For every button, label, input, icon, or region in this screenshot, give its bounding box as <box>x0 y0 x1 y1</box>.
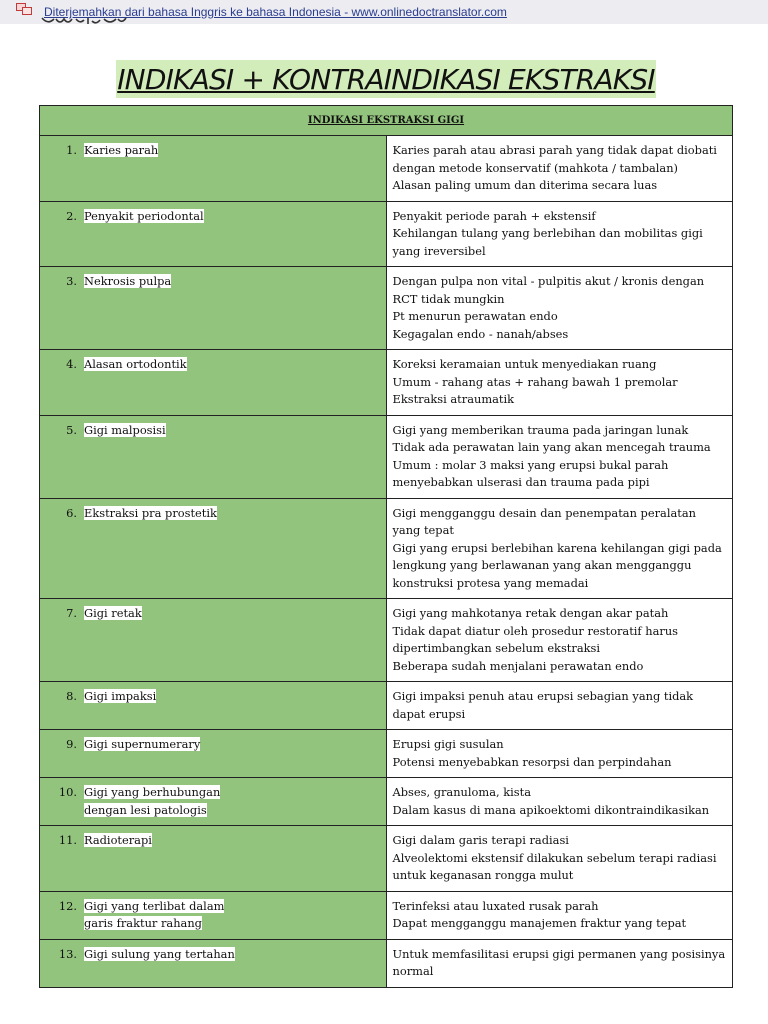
translator-link[interactable]: Diterjemahkan dari bahasa Inggris ke bahasa Indonesia - www.onlinedoctranslator.com <box>44 5 507 19</box>
item-number: 4. <box>66 357 77 371</box>
table-body <box>40 136 733 988</box>
description-cell <box>386 415 733 498</box>
description-line: Tidak dapat diatur oleh prosedur restoratif harus dipertimbangkan sebelum ekstraksi <box>392 623 679 655</box>
description-line: Koreksi keramaian untuk menyediakan ruang <box>392 357 657 371</box>
translate-icon <box>16 3 32 15</box>
description-cell <box>386 498 733 599</box>
description-line: Erupsi gigi susulan <box>392 737 504 751</box>
indication-label: Penyakit periodontal <box>84 208 204 223</box>
item-number: 8. <box>66 689 77 703</box>
description-line: Dapat mengganggu manajemen fraktur yang tepat <box>392 916 687 930</box>
table-header <box>40 106 733 136</box>
table-row <box>40 778 733 826</box>
description-cell <box>386 730 733 778</box>
item-number: 7. <box>66 606 77 620</box>
indication-cell <box>40 201 387 267</box>
description-cell <box>386 267 733 350</box>
indication-label: Gigi yang berhubungan dengan lesi patologis <box>84 785 221 817</box>
table-row <box>40 826 733 892</box>
item-number: 11. <box>58 833 77 847</box>
description-line: Beberapa sudah menjalani perawatan endo <box>392 658 644 673</box>
table-row <box>40 730 733 778</box>
table-row <box>40 599 733 682</box>
table-row <box>40 136 733 202</box>
description-line: Tidak ada perawatan lain yang akan mencegah trauma <box>392 440 711 454</box>
description-line: Gigi mengganggu desain dan penempatan peralatan yang tepat <box>392 505 696 537</box>
description-line: Ekstraksi atraumatik <box>392 392 515 406</box>
item-number: 1. <box>66 143 77 157</box>
indication-label: Gigi malposisi <box>84 422 166 437</box>
description-line: Terinfeksi atau luxated rusak parah <box>392 898 599 913</box>
description-cell <box>386 826 733 892</box>
indication-label: Radioterapi <box>84 833 152 847</box>
table-row <box>40 891 733 939</box>
indication-label: Alasan ortodontik <box>84 357 187 371</box>
table-header-label: INDIKASI EKSTRAKSI GIGI <box>307 114 465 126</box>
indication-cell <box>40 891 387 939</box>
description-line: Umum - rahang atas + rahang bawah 1 premolar <box>392 374 678 389</box>
description-cell <box>386 778 733 826</box>
description-line: Dengan pulpa non vital - pulpitis akut / kronis dengan RCT tidak mungkin <box>392 274 705 306</box>
indication-label: Gigi sulung yang tertahan <box>84 946 235 961</box>
description-line: Penyakit periode parah + ekstensif <box>392 208 596 223</box>
indication-cell <box>40 350 387 416</box>
item-number: 2. <box>66 208 77 223</box>
indication-cell <box>40 939 387 987</box>
indication-cell <box>40 826 387 892</box>
table-row <box>40 682 733 730</box>
item-number: 5. <box>66 422 77 437</box>
indication-label: Gigi retak <box>84 606 142 620</box>
item-number: 6. <box>66 505 77 520</box>
description-line: Kehilangan tulang yang berlebihan dan mobilitas gigi yang ireversibel <box>392 226 703 258</box>
table-row <box>40 498 733 599</box>
item-number: 9. <box>66 737 77 751</box>
description-line: Gigi yang mahkotanya retak dengan akar patah <box>392 606 669 620</box>
logo-fragment <box>40 16 130 26</box>
page-title: INDIKASI + KONTRAINDIKASI EKSTRAKSI <box>116 60 656 98</box>
indication-cell <box>40 498 387 599</box>
indication-cell <box>40 730 387 778</box>
table-row <box>40 350 733 416</box>
table-row <box>40 939 733 987</box>
indication-cell <box>40 778 387 826</box>
description-cell <box>386 136 733 202</box>
description-line: Kegagalan endo - nanah/abses <box>392 326 569 341</box>
description-cell <box>386 599 733 682</box>
indication-cell <box>40 136 387 202</box>
description-line: Umum : molar 3 maksi yang erupsi bukal parah menyebabkan ulserasi dan trauma pada pipi <box>392 457 669 489</box>
description-line: Gigi yang memberikan trauma pada jaringan lunak <box>392 422 689 437</box>
description-line: Untuk memfasilitasi erupsi gigi permanen yang posisinya normal <box>392 946 726 978</box>
item-number: 13. <box>58 946 77 961</box>
description-cell <box>386 891 733 939</box>
indication-label: Nekrosis pulpa <box>84 274 172 288</box>
description-line: Pt menurun perawatan endo <box>392 309 558 323</box>
item-number: 3. <box>66 274 77 288</box>
description-line: Gigi impaksi penuh atau erupsi sebagian yang tidak dapat erupsi <box>392 689 694 721</box>
description-cell <box>386 939 733 987</box>
description-line: Potensi menyebabkan resorpsi dan perpindahan <box>392 754 672 769</box>
description-line: Abses, granuloma, kista <box>392 785 531 799</box>
indication-cell <box>40 599 387 682</box>
description-line: Alveolektomi ekstensif dilakukan sebelum terapi radiasi untuk keganasan rongga mulut <box>392 850 717 882</box>
description-cell <box>386 682 733 730</box>
description-line: Gigi dalam garis terapi radiasi <box>392 833 569 847</box>
indication-label: Gigi supernumerary <box>84 737 201 751</box>
indication-cell <box>40 415 387 498</box>
description-line: Karies parah atau abrasi parah yang tidak dapat diobati dengan metode konservatif (mahkota / tambalan) <box>392 143 717 175</box>
indication-cell <box>40 267 387 350</box>
indication-label: Karies parah <box>84 143 159 157</box>
indication-label: Gigi impaksi <box>84 689 157 703</box>
indications-table <box>39 105 733 988</box>
indication-label: Gigi yang terlibat dalam garis fraktur rahang <box>84 898 225 930</box>
description-cell <box>386 350 733 416</box>
description-line: Dalam kasus di mana apikoektomi dikontraindikasikan <box>392 802 710 817</box>
description-line: Gigi yang erupsi berlebihan karena kehilangan gigi pada lengkung yang berlawanan yang akan mengganggu konstruksi protesa yang memadai <box>392 540 722 590</box>
indication-label: Ekstraksi pra prostetik <box>84 505 217 520</box>
item-number: 12. <box>58 898 77 913</box>
table-row <box>40 267 733 350</box>
indication-cell <box>40 682 387 730</box>
description-cell <box>386 201 733 267</box>
table-row <box>40 201 733 267</box>
item-number: 10. <box>58 785 77 799</box>
description-line: Alasan paling umum dan diterima secara luas <box>392 178 658 192</box>
table-row <box>40 415 733 498</box>
